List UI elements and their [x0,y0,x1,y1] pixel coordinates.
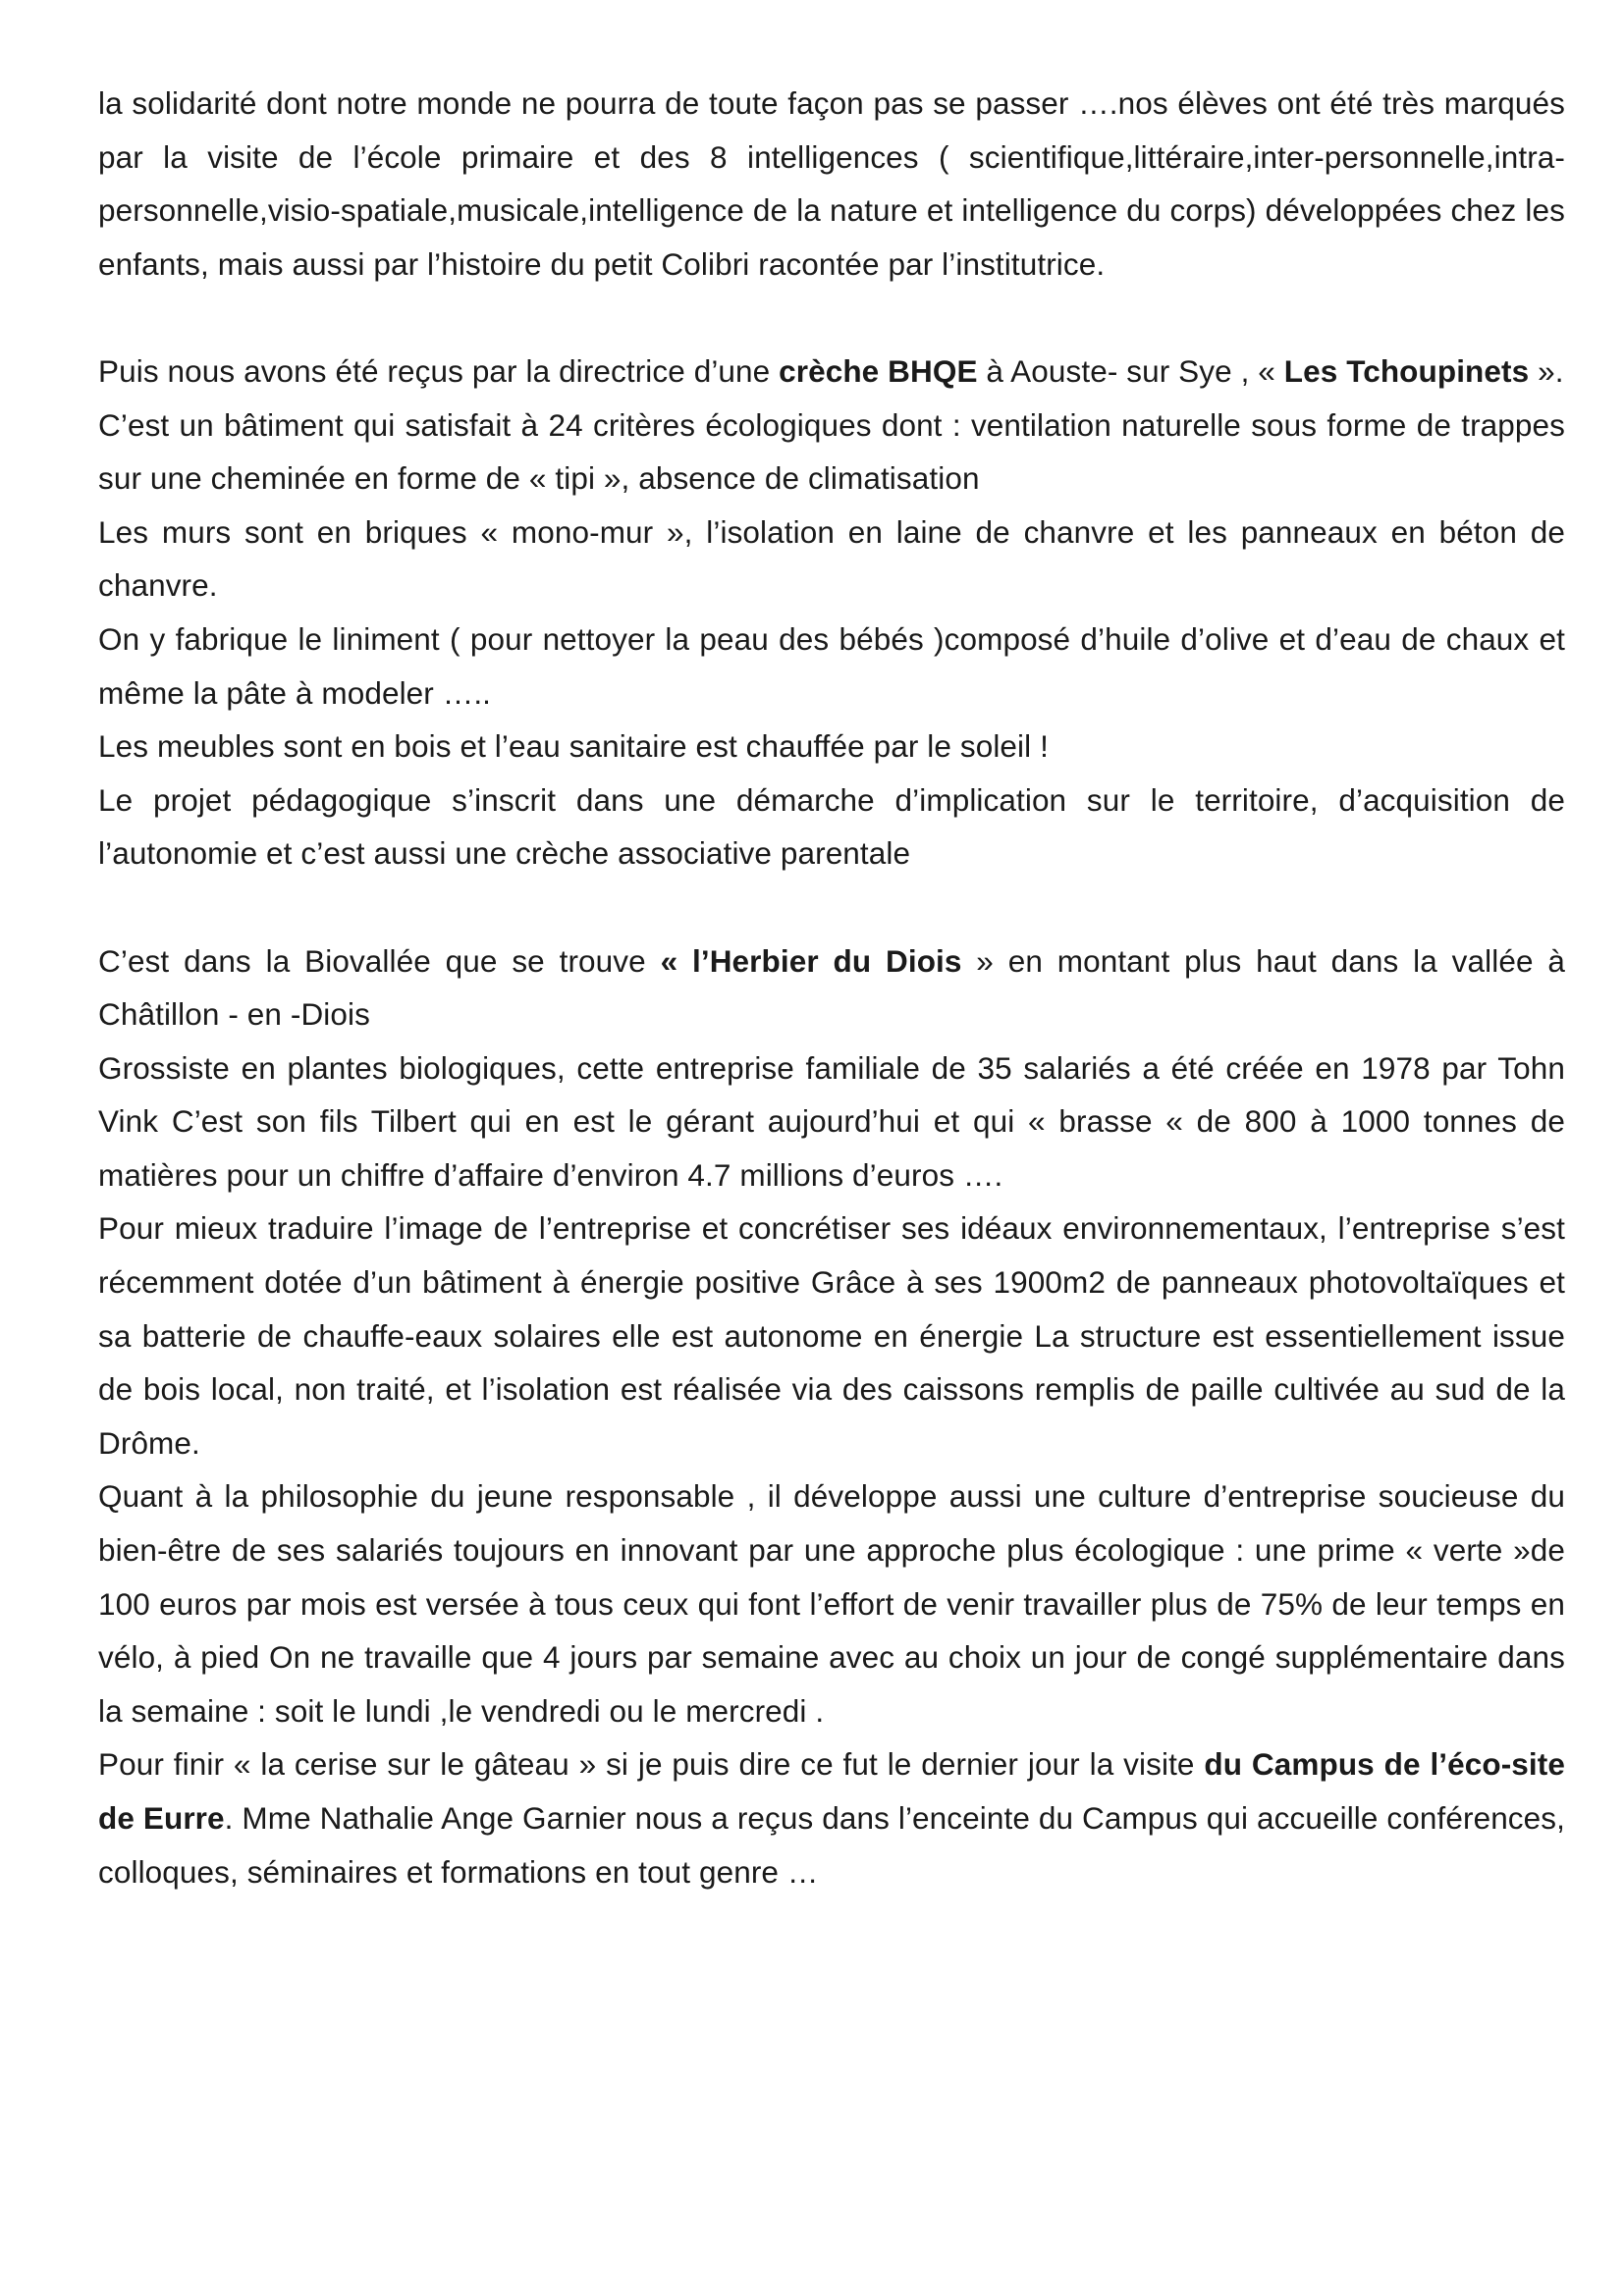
paragraph-text: ». [1529,352,1564,389]
paragraph-batiment-energie [98,1201,1565,1469]
paragraph-text: On y fabrique le liniment ( pour nettoyer la peau des bébés )composé d’huile d’olive et d’eau de chaux et même la pâte à modeler ….. [98,620,1565,711]
bold-campus-eco-site: du Campus de l’éco-site de Eurre [98,1746,1565,1836]
paragraph-campus-eurre [98,1737,1565,1898]
bold-herbier-du-diois: « l’Herbier du Diois [660,942,962,979]
paragraph-text: . Mme Nathalie Ange Garnier nous a reçus dans l’enceinte du Campus qui accueille conférences, colloques, séminaires et formations en tout genre … [98,1800,1565,1890]
paragraph-text: à Aouste- sur Sye , « [977,352,1284,389]
paragraph-text: Le projet pédagogique s’inscrit dans une démarche d’implication sur le territoire, d’acquisition de l’autonomie et c’est aussi une crèche associative parentale [98,781,1565,872]
paragraph-ecole-primaire [98,77,1565,291]
bold-les-tchoupinets: Les Tchoupinets [1283,352,1530,389]
paragraph-murs [98,506,1565,613]
paragraph-projet-pedagogique [98,774,1565,881]
paragraph-text: Les meubles sont en bois et l’eau sanitaire est chauffée par le soleil ! [98,728,1049,765]
paragraph-text: la solidarité dont notre monde ne pourra de toute façon pas se passer ….nos élèves ont été très marqués par la visite de l’école primaire et des 8 intelligences ( scientifique,littéraire,inter-personnelle,intra-personnelle,visio-spatiale,musicale,intelligence de la nature et intelligence du corps) développées chez les enfants, mais aussi par l’histoire du petit Colibri racontée par l’institutrice. [98,85,1565,282]
paragraph-grossiste [98,1041,1565,1202]
document-page [98,77,1565,1898]
paragraph-text: Quant à la philosophie du jeune responsable , il développe aussi une culture d’entreprise soucieuse du bien-être de ses salariés toujours en innovant par une approche plus écologique : une prime « verte »de 100 euros par mois est versée à tous ceux qui font l’effort de venir travailler plus de 75% de leur temps en vélo, à pied On ne travaille que 4 jours par semaine avec au choix un jour de congé supplémentaire dans la semaine : soit le lundi ,le vendredi ou le mercredi . [98,1478,1565,1729]
paragraph-criteres-ecologiques [98,399,1565,506]
paragraph-text: Les murs sont en briques « mono-mur », l’isolation en laine de chanvre et les panneaux en béton de chanvre. [98,513,1565,604]
paragraph-text: C’est dans la Biovallée que se trouve [98,942,661,979]
paragraph-text: » en montant plus haut dans la vallée à Châtillon - en -Diois [98,942,1565,1033]
paragraph-text: Puis nous avons été reçus par la directrice d’une [98,352,780,389]
paragraph-creche-intro [98,345,1565,399]
paragraph-philosophie [98,1469,1565,1737]
paragraph-meubles [98,720,1565,774]
paragraph-gap [98,291,1565,345]
paragraph-text: Pour finir « la cerise sur le gâteau » si je puis dire ce fut le dernier jour la visite [98,1746,1205,1783]
paragraph-text: Pour mieux traduire l’image de l’entreprise et concrétiser ses idéaux environnementaux, l’entreprise s’est récemment dotée d’un bâtiment à énergie positive Grâce à ses 1900m2 de panneaux photovoltaïques et sa batterie de chauffe-eaux solaires elle est autonome en énergie La structure est essentiellement issue de bois local, non traité, et l’isolation est réalisée via des caissons remplis de paille cultivée au sud de la Drôme. [98,1210,1565,1461]
paragraph-herbier-intro [98,934,1565,1041]
paragraph-liniment [98,613,1565,720]
paragraph-text: C’est un bâtiment qui satisfait à 24 critères écologiques dont : ventilation naturelle sous forme de trappes sur une cheminée en forme de « tipi », absence de climatisation [98,406,1565,497]
paragraph-text: Grossiste en plantes biologiques, cette entreprise familiale de 35 salariés a été créée en 1978 par Tohn Vink C’est son fils Tilbert qui en est le gérant aujourd’hui et qui « brasse « de 800 à 1000 tonnes de matières pour un chiffre d’affaire d’environ 4.7 millions d’euros …. [98,1049,1565,1193]
bold-creche-bhqe: crèche BHQE [779,352,978,389]
paragraph-gap [98,881,1565,934]
